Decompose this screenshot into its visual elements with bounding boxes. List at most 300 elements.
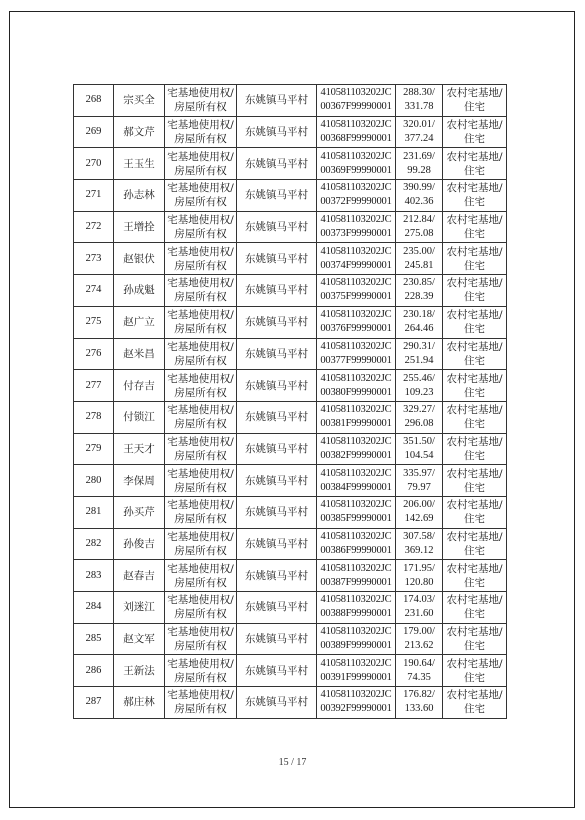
land-use-text: 农村宅基地/ [446, 87, 503, 100]
owner-name-text: 刘迷江 [123, 601, 155, 614]
owner-name-cell [114, 687, 165, 719]
location-cell [237, 148, 317, 180]
owner-name-text: 赵春吉 [123, 569, 155, 582]
row-number-text: 286 [85, 664, 102, 676]
row-number-text: 277 [85, 379, 102, 391]
area-text: 120.80 [404, 576, 434, 588]
area-cell [396, 338, 443, 370]
unit-code-text: 410581103202JC [320, 245, 392, 257]
area-text: 377.24 [404, 133, 434, 145]
area-text: 251.94 [404, 354, 434, 366]
row-number-cell [74, 211, 114, 243]
unit-code-cell [317, 592, 396, 624]
location-cell [237, 306, 317, 338]
land-use-text: 住宅 [464, 418, 485, 431]
row-number-cell [74, 85, 114, 117]
location-text: 东姚镇马平村 [245, 411, 308, 424]
right-type-text: 房屋所有权 [174, 671, 227, 684]
area-text: 230.18/ [403, 309, 435, 321]
unit-code-text: 00367F99990001 [320, 101, 392, 113]
right-type-cell [165, 560, 237, 592]
unit-code-cell [317, 560, 396, 592]
location-text: 东姚镇马平村 [245, 569, 308, 582]
row-number-text: 268 [85, 94, 102, 106]
location-cell [237, 116, 317, 148]
unit-code-text: 00369F99990001 [320, 164, 392, 176]
row-number-text: 278 [85, 411, 102, 423]
right-type-text: 房屋所有权 [174, 228, 227, 241]
area-cell [396, 370, 443, 402]
owner-name-cell [114, 243, 165, 275]
land-use-text: 住宅 [464, 196, 485, 209]
right-type-cell [165, 433, 237, 465]
right-type-text: 宅基地使用权/ [167, 150, 234, 163]
area-cell [396, 623, 443, 655]
owner-name-cell [114, 655, 165, 687]
area-text: 255.46/ [403, 372, 435, 384]
table-row [74, 623, 507, 655]
unit-code-text: 410581103202JC [320, 214, 392, 226]
unit-code-text: 410581103202JC [320, 182, 392, 194]
owner-name-text: 赵米昌 [123, 347, 155, 360]
land-use-text: 农村宅基地/ [446, 435, 503, 448]
owner-name-text: 孙俊吉 [123, 537, 155, 550]
owner-name-text: 王天才 [123, 442, 155, 455]
area-text: 390.99/ [403, 182, 435, 194]
row-number-text: 274 [85, 284, 102, 296]
land-use-cell [443, 116, 507, 148]
right-type-text: 宅基地使用权/ [167, 214, 234, 227]
land-use-text: 住宅 [464, 259, 485, 272]
right-type-cell [165, 465, 237, 497]
owner-name-cell [114, 623, 165, 655]
land-use-cell [443, 560, 507, 592]
right-type-cell [165, 370, 237, 402]
right-type-cell [165, 275, 237, 307]
row-number-cell [74, 370, 114, 402]
owner-name-text: 王增拴 [123, 221, 155, 234]
right-type-text: 宅基地使用权/ [167, 245, 234, 258]
right-type-text: 宅基地使用权/ [167, 87, 234, 100]
row-number-text: 285 [85, 633, 102, 645]
location-cell [237, 496, 317, 528]
row-number-cell [74, 306, 114, 338]
location-text: 东姚镇马平村 [245, 126, 308, 139]
land-use-cell [443, 687, 507, 719]
owner-name-cell [114, 338, 165, 370]
right-type-text: 房屋所有权 [174, 259, 227, 272]
land-use-text: 农村宅基地/ [446, 499, 503, 512]
table-row [74, 401, 507, 433]
unit-code-cell [317, 116, 396, 148]
unit-code-text: 00384F99990001 [320, 481, 392, 493]
right-type-text: 宅基地使用权/ [167, 467, 234, 480]
owner-name-cell [114, 528, 165, 560]
unit-code-cell [317, 496, 396, 528]
unit-code-cell [317, 338, 396, 370]
land-use-text: 农村宅基地/ [446, 689, 503, 702]
land-use-cell [443, 465, 507, 497]
land-use-text: 住宅 [464, 608, 485, 621]
land-use-text: 农村宅基地/ [446, 404, 503, 417]
location-cell [237, 85, 317, 117]
row-number-text: 276 [85, 347, 102, 359]
area-text: 142.69 [404, 513, 434, 525]
unit-code-text: 410581103202JC [320, 309, 392, 321]
land-use-text: 住宅 [464, 640, 485, 653]
location-text: 东姚镇马平村 [245, 537, 308, 550]
area-text: 99.28 [407, 164, 431, 176]
location-text: 东姚镇马平村 [245, 442, 308, 455]
table-row [74, 180, 507, 212]
unit-code-text: 410581103202JC [320, 562, 392, 574]
land-use-cell [443, 496, 507, 528]
location-cell [237, 243, 317, 275]
land-use-text: 住宅 [464, 576, 485, 589]
unit-code-text: 00374F99990001 [320, 259, 392, 271]
row-number-cell [74, 116, 114, 148]
area-text: 235.00/ [403, 245, 435, 257]
land-use-cell [443, 655, 507, 687]
location-cell [237, 528, 317, 560]
land-use-text: 住宅 [464, 386, 485, 399]
location-text: 东姚镇马平村 [245, 474, 308, 487]
owner-name-text: 宗买全 [123, 94, 155, 107]
location-cell [237, 180, 317, 212]
area-text: 179.00/ [403, 626, 435, 638]
right-type-cell [165, 655, 237, 687]
owner-name-cell [114, 85, 165, 117]
unit-code-text: 410581103202JC [320, 277, 392, 289]
location-cell [237, 655, 317, 687]
area-cell [396, 401, 443, 433]
land-use-text: 住宅 [464, 513, 485, 526]
table-row [74, 560, 507, 592]
right-type-cell [165, 338, 237, 370]
right-type-text: 房屋所有权 [174, 196, 227, 209]
owner-name-cell [114, 370, 165, 402]
area-text: 288.30/ [403, 87, 435, 99]
land-use-text: 农村宅基地/ [446, 626, 503, 639]
area-text: 320.01/ [403, 119, 435, 131]
owner-name-text: 李保周 [123, 474, 155, 487]
right-type-text: 房屋所有权 [174, 544, 227, 557]
land-use-text: 住宅 [464, 291, 485, 304]
unit-code-text: 00382F99990001 [320, 449, 392, 461]
land-use-text: 住宅 [464, 323, 485, 336]
table-row [74, 116, 507, 148]
location-text: 东姚镇马平村 [245, 633, 308, 646]
right-type-cell [165, 180, 237, 212]
area-text: 109.23 [404, 386, 434, 398]
unit-code-cell [317, 655, 396, 687]
unit-code-cell [317, 275, 396, 307]
right-type-text: 宅基地使用权/ [167, 435, 234, 448]
unit-code-text: 00373F99990001 [320, 228, 392, 240]
right-type-text: 宅基地使用权/ [167, 277, 234, 290]
unit-code-text: 00381F99990001 [320, 418, 392, 430]
location-cell [237, 623, 317, 655]
location-text: 东姚镇马平村 [245, 316, 308, 329]
unit-code-cell [317, 687, 396, 719]
unit-code-text: 00380F99990001 [320, 386, 392, 398]
right-type-text: 宅基地使用权/ [167, 372, 234, 385]
unit-code-cell [317, 528, 396, 560]
row-number-text: 281 [85, 506, 102, 518]
land-use-cell [443, 338, 507, 370]
right-type-text: 宅基地使用权/ [167, 594, 234, 607]
unit-code-text: 00376F99990001 [320, 323, 392, 335]
area-text: 213.62 [404, 640, 434, 652]
unit-code-text: 410581103202JC [320, 530, 392, 542]
row-number-text: 269 [85, 126, 102, 138]
right-type-text: 房屋所有权 [174, 576, 227, 589]
area-text: 212.84/ [403, 214, 435, 226]
unit-code-text: 410581103202JC [320, 340, 392, 352]
location-text: 东姚镇马平村 [245, 284, 308, 297]
unit-code-cell [317, 180, 396, 212]
land-use-text: 住宅 [464, 481, 485, 494]
right-type-text: 房屋所有权 [174, 323, 227, 336]
owner-name-cell [114, 148, 165, 180]
right-type-cell [165, 148, 237, 180]
owner-name-text: 付锁江 [123, 411, 155, 424]
right-type-text: 房屋所有权 [174, 354, 227, 367]
unit-code-cell [317, 370, 396, 402]
land-use-cell [443, 211, 507, 243]
owner-name-text: 赵广立 [123, 316, 155, 329]
location-cell [237, 338, 317, 370]
owner-name-text: 孙志林 [123, 189, 155, 202]
land-use-text: 农村宅基地/ [446, 530, 503, 543]
owner-name-cell [114, 592, 165, 624]
unit-code-text: 00386F99990001 [320, 544, 392, 556]
page-number: 15 / 17 [278, 757, 307, 768]
unit-code-text: 00389F99990001 [320, 640, 392, 652]
table-row [74, 465, 507, 497]
owner-name-cell [114, 180, 165, 212]
location-text: 东姚镇马平村 [245, 94, 308, 107]
land-use-cell [443, 528, 507, 560]
table-row [74, 655, 507, 687]
location-cell [237, 592, 317, 624]
land-use-text: 住宅 [464, 449, 485, 462]
land-use-cell [443, 306, 507, 338]
unit-code-cell [317, 465, 396, 497]
table-row [74, 148, 507, 180]
area-text: 79.97 [407, 481, 431, 493]
unit-code-cell [317, 211, 396, 243]
right-type-cell [165, 85, 237, 117]
location-text: 东姚镇马平村 [245, 601, 308, 614]
land-use-text: 住宅 [464, 133, 485, 146]
land-use-text: 农村宅基地/ [446, 119, 503, 132]
area-cell [396, 180, 443, 212]
area-cell [396, 496, 443, 528]
row-number-cell [74, 592, 114, 624]
row-number-cell [74, 180, 114, 212]
location-text: 东姚镇马平村 [245, 157, 308, 170]
unit-code-text: 410581103202JC [320, 119, 392, 131]
land-use-cell [443, 401, 507, 433]
registry-table-body [74, 85, 507, 719]
right-type-text: 宅基地使用权/ [167, 404, 234, 417]
right-type-text: 宅基地使用权/ [167, 689, 234, 702]
location-cell [237, 687, 317, 719]
right-type-text: 房屋所有权 [174, 386, 227, 399]
row-number-cell [74, 496, 114, 528]
land-use-text: 农村宅基地/ [446, 562, 503, 575]
unit-code-text: 00385F99990001 [320, 513, 392, 525]
area-cell [396, 465, 443, 497]
right-type-text: 房屋所有权 [174, 513, 227, 526]
location-text: 东姚镇马平村 [245, 696, 308, 709]
right-type-cell [165, 306, 237, 338]
row-number-text: 272 [85, 221, 102, 233]
location-cell [237, 560, 317, 592]
location-text: 东姚镇马平村 [245, 189, 308, 202]
location-text: 东姚镇马平村 [245, 221, 308, 234]
row-number-text: 287 [85, 696, 102, 708]
land-use-text: 住宅 [464, 703, 485, 716]
row-number-cell [74, 465, 114, 497]
land-use-text: 农村宅基地/ [446, 277, 503, 290]
right-type-cell [165, 687, 237, 719]
area-text: 245.81 [404, 259, 434, 271]
location-cell [237, 401, 317, 433]
row-number-cell [74, 148, 114, 180]
land-use-cell [443, 85, 507, 117]
area-text: 206.00/ [403, 499, 435, 511]
area-text: 329.27/ [403, 404, 435, 416]
land-use-cell [443, 370, 507, 402]
land-use-cell [443, 623, 507, 655]
area-text: 331.78 [404, 101, 434, 113]
location-cell [237, 211, 317, 243]
row-number-cell [74, 560, 114, 592]
area-cell [396, 433, 443, 465]
location-cell [237, 275, 317, 307]
land-use-text: 住宅 [464, 671, 485, 684]
area-cell [396, 560, 443, 592]
owner-name-cell [114, 275, 165, 307]
area-cell [396, 116, 443, 148]
unit-code-text: 410581103202JC [320, 372, 392, 384]
area-cell [396, 85, 443, 117]
table-row [74, 496, 507, 528]
owner-name-cell [114, 465, 165, 497]
table-row [74, 687, 507, 719]
owner-name-text: 付存吉 [123, 379, 155, 392]
row-number-text: 282 [85, 537, 102, 549]
right-type-text: 宅基地使用权/ [167, 309, 234, 322]
land-use-cell [443, 592, 507, 624]
right-type-text: 房屋所有权 [174, 640, 227, 653]
area-cell [396, 306, 443, 338]
land-use-text: 农村宅基地/ [446, 182, 503, 195]
right-type-text: 房屋所有权 [174, 291, 227, 304]
table-row [74, 338, 507, 370]
area-text: 307.58/ [403, 530, 435, 542]
area-text: 176.82/ [403, 689, 435, 701]
right-type-cell [165, 243, 237, 275]
right-type-text: 房屋所有权 [174, 133, 227, 146]
land-use-text: 农村宅基地/ [446, 214, 503, 227]
owner-name-cell [114, 306, 165, 338]
row-number-cell [74, 433, 114, 465]
unit-code-text: 00375F99990001 [320, 291, 392, 303]
area-text: 104.54 [404, 449, 434, 461]
right-type-cell [165, 496, 237, 528]
right-type-cell [165, 211, 237, 243]
area-text: 290.31/ [403, 340, 435, 352]
registry-table [73, 84, 507, 719]
right-type-text: 宅基地使用权/ [167, 657, 234, 670]
row-number-cell [74, 528, 114, 560]
right-type-text: 宅基地使用权/ [167, 119, 234, 132]
area-text: 171.95/ [403, 562, 435, 574]
area-cell [396, 528, 443, 560]
right-type-cell [165, 592, 237, 624]
row-number-cell [74, 275, 114, 307]
area-text: 402.36 [404, 196, 434, 208]
unit-code-cell [317, 401, 396, 433]
land-use-text: 农村宅基地/ [446, 309, 503, 322]
table-row [74, 306, 507, 338]
unit-code-text: 410581103202JC [320, 626, 392, 638]
right-type-text: 房屋所有权 [174, 164, 227, 177]
row-number-cell [74, 623, 114, 655]
land-use-cell [443, 243, 507, 275]
unit-code-cell [317, 148, 396, 180]
row-number-cell [74, 338, 114, 370]
land-use-text: 农村宅基地/ [446, 467, 503, 480]
table-row [74, 243, 507, 275]
right-type-text: 房屋所有权 [174, 481, 227, 494]
row-number-text: 273 [85, 252, 102, 264]
owner-name-cell [114, 433, 165, 465]
owner-name-text: 赵文军 [123, 633, 155, 646]
owner-name-cell [114, 401, 165, 433]
unit-code-text: 410581103202JC [320, 499, 392, 511]
row-number-cell [74, 401, 114, 433]
unit-code-text: 410581103202JC [320, 404, 392, 416]
row-number-text: 284 [85, 601, 102, 613]
area-cell [396, 275, 443, 307]
unit-code-text: 00388F99990001 [320, 608, 392, 620]
unit-code-text: 00391F99990001 [320, 671, 392, 683]
unit-code-text: 00377F99990001 [320, 354, 392, 366]
right-type-text: 宅基地使用权/ [167, 626, 234, 639]
land-use-text: 农村宅基地/ [446, 150, 503, 163]
area-cell [396, 655, 443, 687]
table-row [74, 85, 507, 117]
location-text: 东姚镇马平村 [245, 379, 308, 392]
area-text: 264.46 [404, 323, 434, 335]
unit-code-text: 00392F99990001 [320, 703, 392, 715]
land-use-text: 住宅 [464, 354, 485, 367]
area-text: 351.50/ [403, 435, 435, 447]
area-text: 296.08 [404, 418, 434, 430]
land-use-text: 农村宅基地/ [446, 594, 503, 607]
unit-code-cell [317, 623, 396, 655]
location-cell [237, 433, 317, 465]
table-row [74, 211, 507, 243]
right-type-cell [165, 401, 237, 433]
land-use-text: 住宅 [464, 228, 485, 241]
right-type-text: 房屋所有权 [174, 418, 227, 431]
area-text: 230.85/ [403, 277, 435, 289]
